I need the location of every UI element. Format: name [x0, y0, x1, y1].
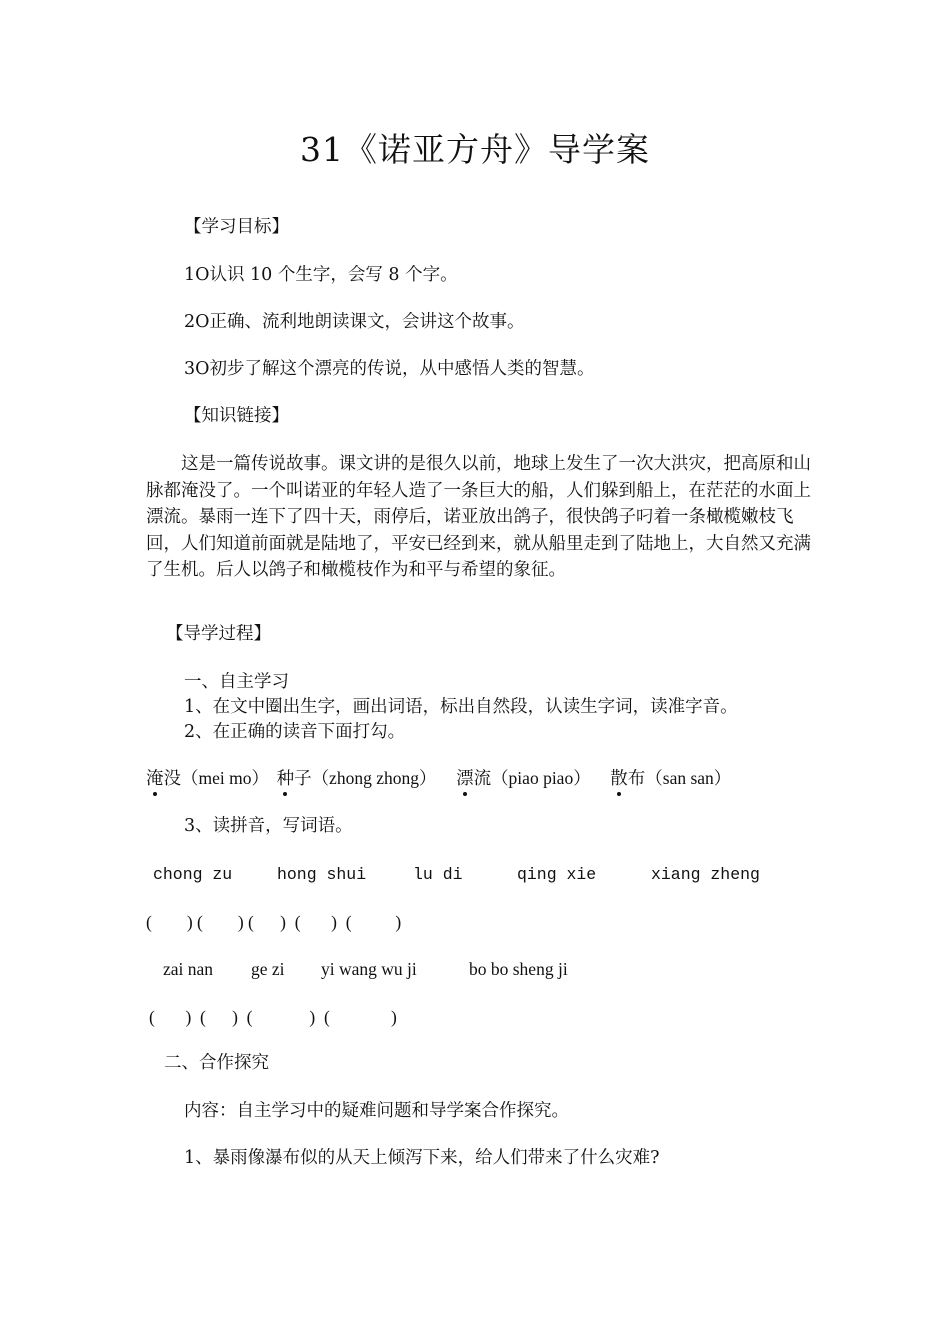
answer-blanks-row-2[interactable]: ( ) ( ) ( ) ( ): [149, 1007, 397, 1027]
pinyin-word: zai nan: [163, 959, 214, 979]
pronunciation-item: 漂流（piao piao）: [456, 768, 591, 789]
answer-blanks-row-1[interactable]: ( ) ( ) ( ) ( ) ( ): [146, 912, 402, 932]
document-title: 31《诺亚方舟》导学案: [300, 130, 650, 169]
self-study-step-1: 1、在文中圈出生字，画出词语，标出自然段，认读生字词，读准字音。: [184, 697, 738, 717]
dotted-char: 种: [276, 769, 295, 789]
pronunciation-item: 散布（san san）: [610, 768, 732, 789]
pronunciation-item: 种子（zhong zhong）: [276, 768, 437, 789]
pinyin-word: chong zu: [153, 865, 233, 884]
dotted-char: 散: [610, 769, 628, 789]
goal-item-2: 2O正确、流利地朗读课文，会讲这个故事。: [184, 312, 525, 332]
process-heading: 【导学过程】: [166, 624, 271, 644]
knowledge-heading: 【知识链接】: [184, 406, 289, 426]
pinyin-word: ge zi: [251, 959, 285, 979]
pronunciation-item: 淹没（mei mo）: [146, 768, 269, 789]
pronunciation-row: [146, 767, 731, 790]
self-study-heading: 一、自主学习: [184, 672, 289, 692]
dotted-char: 漂: [456, 769, 474, 789]
cooperation-question-1: 1、暴雨像瀑布似的从天上倾泻下来，给人们带来了什么灾难?: [184, 1148, 660, 1168]
pinyin-word: hong shui: [277, 865, 367, 884]
knowledge-paragraph: 这是一篇传说故事。课文讲的是很久以前，地球上发生了一次大洪灾，把高原和山脉都淹没了。一个叫诺亚的年轻人造了一条巨大的船，人们躲到船上，在茫茫的水面上漂流。暴雨一连下了四十天，雨停后，诺亚放出鸽子，很快鸽子叼着一条橄榄嫩枝飞回，人们知道前面就是陆地了，平安已经到来，就从船里走到了陆地上，大自然又充满了生机。后人以鸽子和橄榄枝作为和平与希望的象征。: [146, 454, 811, 580]
self-study-step-3: 3、读拼音，写词语。: [184, 816, 353, 836]
pinyin-word: qing xie: [517, 865, 597, 884]
pinyin-word: xiang zheng: [651, 865, 760, 884]
dotted-char: 淹: [146, 769, 164, 789]
cooperation-content: 内容：自主学习中的疑难问题和导学案合作探究。: [184, 1101, 569, 1121]
goal-item-3: 3O初步了解这个漂亮的传说，从中感悟人类的智慧。: [184, 359, 595, 379]
goal-item-1: 1O认识 10 个生字，会写 8 个字。: [184, 265, 458, 285]
pinyin-word: lu di: [413, 865, 463, 884]
goals-heading: 【学习目标】: [184, 217, 289, 237]
pinyin-word: bo bo sheng ji: [469, 959, 568, 979]
cooperation-heading: 二、合作探究: [164, 1053, 269, 1073]
self-study-step-2: 2、在正确的读音下面打勾。: [184, 722, 406, 742]
pinyin-word: yi wang wu ji: [321, 959, 417, 979]
